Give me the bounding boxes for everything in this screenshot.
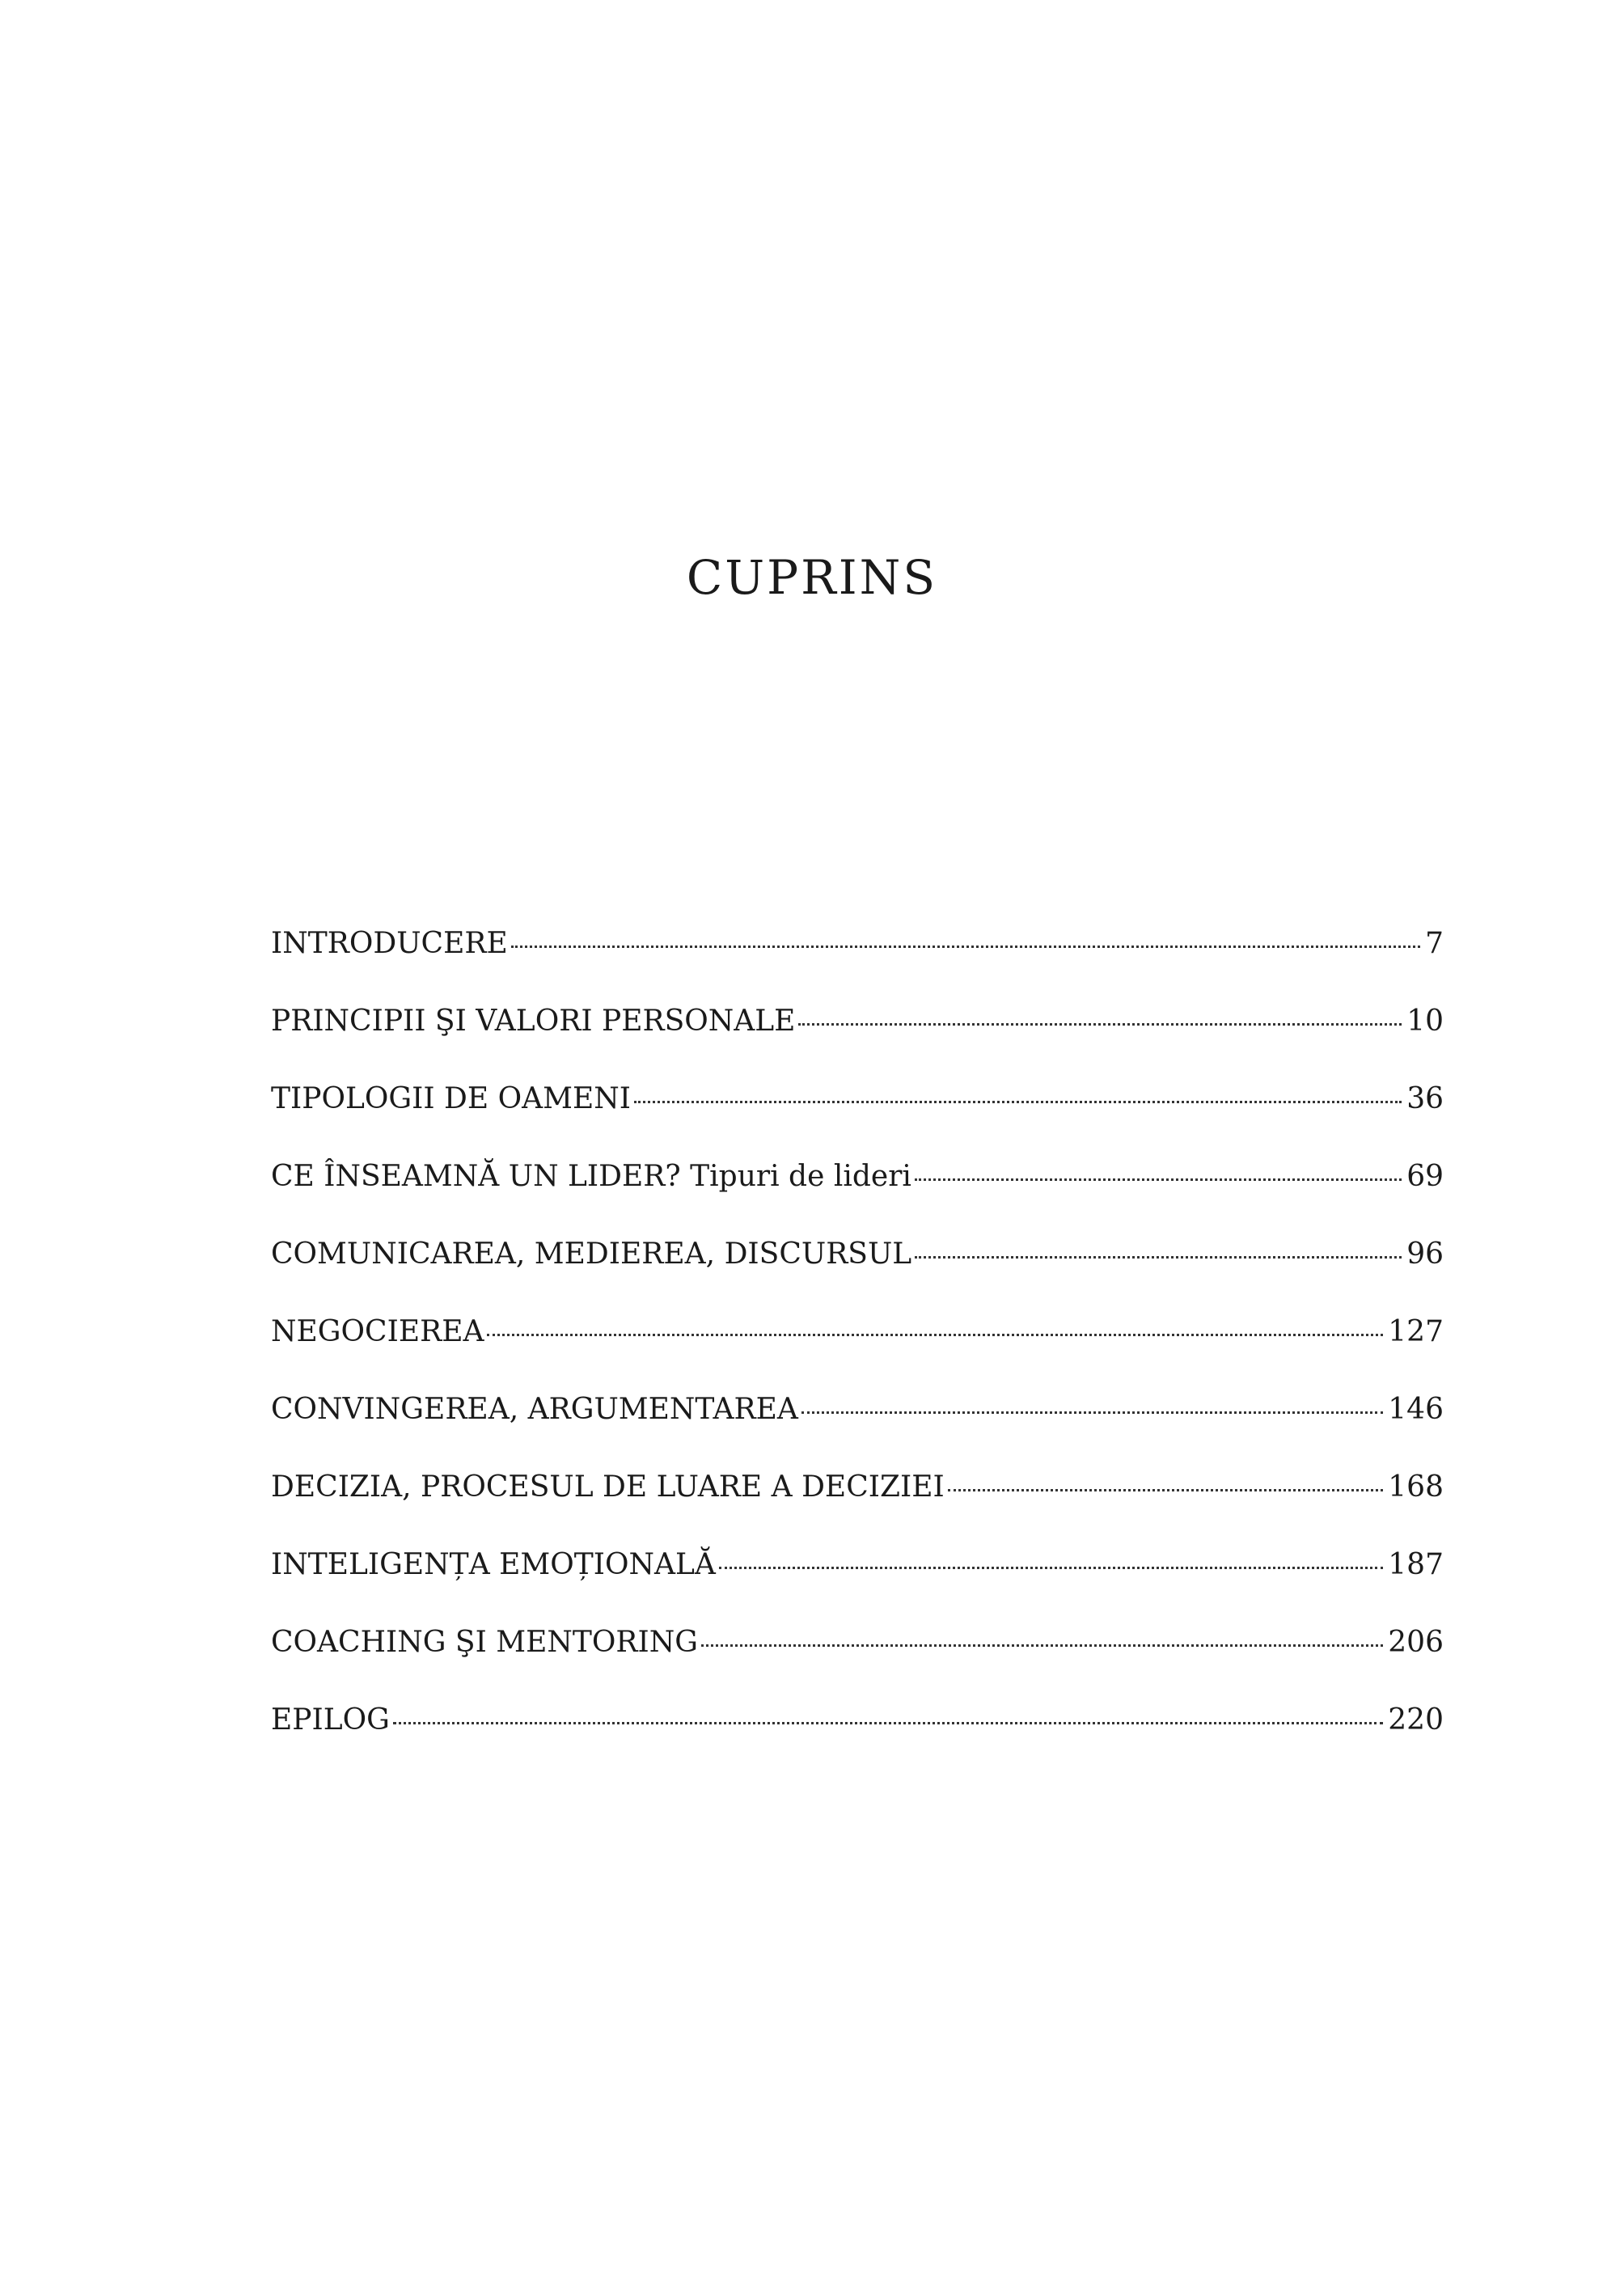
toc-entry-coaching[interactable] <box>271 1625 1444 1703</box>
toc-entry-title: INTRODUCERE <box>271 927 508 960</box>
toc-entry-page: 146 <box>1388 1393 1444 1426</box>
toc-entry-page: 10 <box>1406 1005 1444 1038</box>
toc-entry-title: COMUNICAREA, MEDIEREA, DISCURSUL <box>271 1237 912 1271</box>
dot-leader <box>511 946 1420 948</box>
toc-entry-principii[interactable] <box>271 1004 1444 1081</box>
toc-entry-introducere[interactable] <box>271 926 1444 1004</box>
dot-leader <box>948 1489 1384 1491</box>
page-title: CUPRINS <box>686 550 938 605</box>
toc-entry-title: NEGOCIEREA <box>271 1315 484 1348</box>
toc-entry-decizia[interactable] <box>271 1470 1444 1547</box>
dot-leader <box>487 1334 1383 1336</box>
table-of-contents <box>271 926 1444 1780</box>
dot-leader <box>798 1023 1402 1026</box>
dot-leader <box>634 1101 1402 1103</box>
toc-entry-page: 220 <box>1388 1703 1444 1737</box>
toc-entry-negocierea[interactable] <box>271 1314 1444 1392</box>
dot-leader <box>701 1644 1383 1647</box>
dot-leader <box>393 1722 1383 1724</box>
toc-entry-page: 206 <box>1388 1626 1444 1659</box>
toc-entry-title: COACHING ŞI MENTORING <box>271 1626 698 1659</box>
toc-entry-page: 69 <box>1406 1160 1444 1193</box>
toc-entry-epilog[interactable] <box>271 1703 1444 1780</box>
toc-entry-title: EPILOG <box>271 1703 390 1737</box>
toc-entry-page: 36 <box>1406 1082 1444 1115</box>
toc-entry-title: TIPOLOGII DE OAMENI <box>271 1082 631 1115</box>
toc-entry-convingerea[interactable] <box>271 1392 1444 1470</box>
dot-leader <box>915 1256 1402 1259</box>
toc-entry-page: 96 <box>1406 1237 1444 1271</box>
dot-leader <box>915 1178 1402 1181</box>
toc-entry-title: CE ÎNSEAMNĂ UN LIDER? Tipuri de lideri <box>271 1160 911 1193</box>
dot-leader <box>719 1567 1383 1569</box>
toc-entry-inteligenta[interactable] <box>271 1547 1444 1625</box>
toc-entry-title: CONVINGEREA, ARGUMENTAREA <box>271 1393 798 1426</box>
dot-leader <box>801 1411 1383 1414</box>
toc-entry-title: DECIZIA, PROCESUL DE LUARE A DECIZIEI <box>271 1470 945 1504</box>
toc-entry-page: 187 <box>1388 1548 1444 1581</box>
toc-entry-page: 168 <box>1388 1470 1444 1504</box>
toc-entry-page: 7 <box>1425 927 1444 960</box>
toc-entry-comunicarea[interactable] <box>271 1237 1444 1314</box>
toc-entry-tipologii[interactable] <box>271 1081 1444 1159</box>
toc-entry-title: PRINCIPII ŞI VALORI PERSONALE <box>271 1005 796 1038</box>
toc-entry-lider[interactable] <box>271 1159 1444 1237</box>
toc-entry-title: INTELIGENȚA EMOȚIONALĂ <box>271 1548 716 1581</box>
toc-entry-page: 127 <box>1388 1315 1444 1348</box>
